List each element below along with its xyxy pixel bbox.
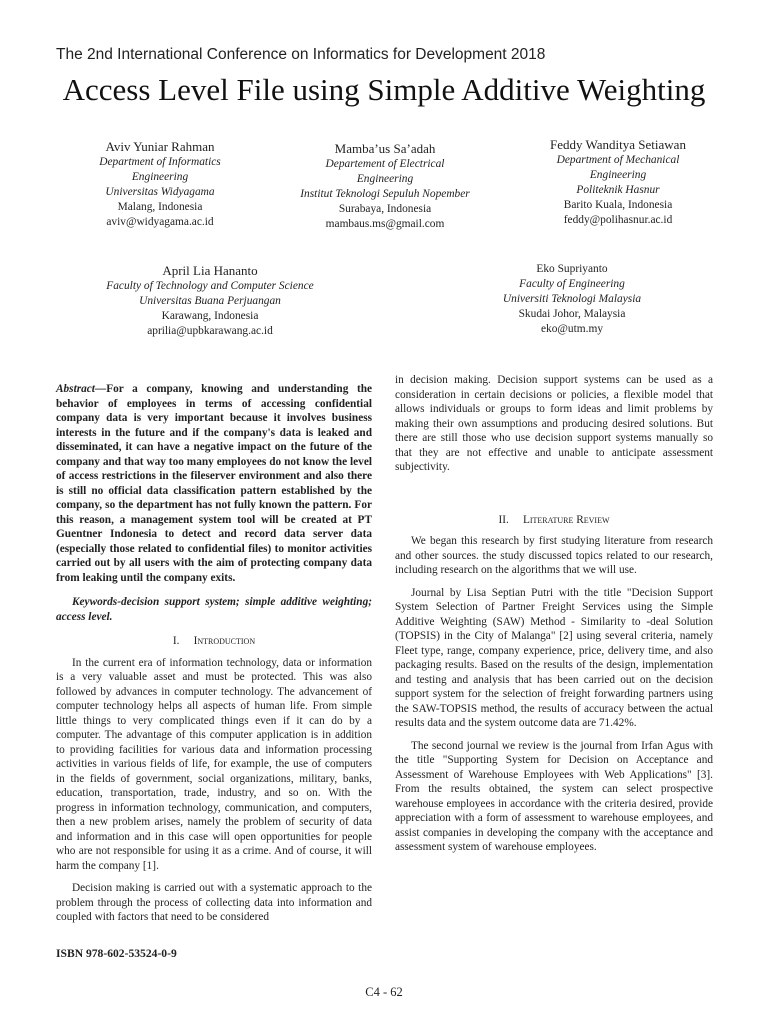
literature-paragraph-2: Journal by Lisa Septian Putri with the title "Decision Support System Selection of Partner Freight Services using the Simple Additive Weighting (SAW) Method - Similarity to -deal Solution (TOPSIS) in the City of Malanga" [2] using several criteria, namely Fleet type, range, company experience, price, delivery time, and also packaging results. Based on the results of the design, implementation and testing and analysis that has been carried out on the decision support system for the selection of freight forwarding partners using the SAW-TOPSIS method, the results of accuracy between the actual results data and the system outcome data are 71.42%. (395, 586, 713, 729)
author-institution: Institut Teknologi Sepuluh Nopember (300, 188, 470, 200)
isbn-footer: ISBN 978-602-53524-0-9 (56, 947, 177, 960)
author-email: aprilia@upbkarawang.ac.id (147, 325, 273, 337)
author-department: Faculty of Engineering (519, 278, 625, 290)
author-location: Malang, Indonesia (117, 201, 203, 213)
intro-paragraph-2: Decision making is carried out with a systematic approach to the problem through the process of collecting data into information and coupled with factors that need to be considered (56, 882, 372, 923)
abstract (56, 382, 372, 585)
right-paragraph-continued: in decision making. Decision support systems can be used as a consideration in certain decisions or policies, a flexible model that allows individuals or groups to form ideas and limit problems by making their own assumptions and producing desired solutions. But there are still those who use decision support systems manually so that they are not effective and unable to anticipate assessment subjectivity. (395, 374, 713, 473)
paper-title: Access Level File using Simple Additive Weighting (62, 72, 706, 107)
page-number: C4 - 62 (365, 985, 403, 999)
intro-paragraph-1: In the current era of information technology, data or information is a very valuable asset and must be protected. This was also followed by advances in computer technology. The advancement of computer technology helps all aspects of human life. From simple little things to very complicated things even if it can do by a computer. The advantage of this computer application is in addition to providing facilities for various data and information processing activities in various fields of life, for example, the use of computers in the fields of government, social organizations, military, banks, education, transportation, trade, industry, and so on. With the progress in information technology, communication, and computers, then a new problem arises, namely the problem of security of data and information and in this case will open opportunities for people who are not responsible for using it as a crime. And of course, it will harm the company [1]. (56, 656, 372, 872)
author-email: eko@utm.my (540, 323, 604, 335)
author-location: Barito Kuala, Indonesia (563, 199, 673, 211)
conference-header: The 2nd International Conference on Informatics for Development 2018 (56, 46, 546, 63)
author-department: Departement of Electrical Engineering (325, 158, 445, 185)
section-title: Literature Review (522, 513, 610, 526)
literature-paragraph-3: The second journal we review is the journal from Irfan Agus with the title "Supporting System for Decision on Acceptance and Assessment of Warehouse Employees with Web Applications" [3]. From the results obtained, the system can select prospective warehouse employees in accordance with the criteria desired, provide appreciation with a form of assessment to warehouse employees, and assist companies in developing the company with the acceptance and assessment system of warehouse employees. (395, 739, 713, 853)
author-block-3 (518, 136, 718, 228)
author-department: Department of Mechanical Engineering (556, 154, 680, 181)
author-name: Aviv Yuniar Rahman (105, 139, 215, 154)
author-location: Skudai Johor, Malaysia (518, 308, 626, 320)
author-department: Department of Informatics Engineering (99, 156, 221, 183)
section-heading-literature-review (395, 513, 713, 528)
left-column (56, 382, 372, 925)
section-number: II. (498, 513, 509, 526)
section-heading-introduction (56, 634, 372, 649)
author-block-5 (462, 262, 682, 337)
literature-paragraph-1: We began this research by first studying literature from research and other sources. the study discussed topics related to our research, including research on the algorithms that we will use. (395, 535, 713, 576)
author-name: Feddy Wanditya Setiawan (550, 137, 686, 152)
section-title: Introduction (193, 635, 256, 647)
abstract-text: For a company, knowing and understanding the behavior of employees in terms of accessing confidential company data is very important because it involves business interests in the future and if the company's data is leaked and disseminated, it can have a negative impact on the future of the company and that way too many employees do not know the level of access restrictions in the fileserver environment and also there is still no official data classification pattern established by the company, so the department has not fully known the pattern. For this reason, a management system tool will be created at PT Guentner Indonesia to detect and record data server data (especially those related to confidential files) to monitor activities carried out by all users with the aim of protecting company data from leaking until the company exits. (56, 383, 372, 584)
author-name: April Lia Hananto (162, 263, 258, 278)
keywords: Keywords-decision support system; simple additive weighting; access level. (56, 596, 372, 623)
author-name: Mamba’us Sa’adah (334, 141, 436, 156)
author-institution: Politeknik Hasnur (576, 184, 660, 196)
author-email: mambaus.ms@gmail.com (325, 218, 445, 230)
author-email: feddy@polihasnur.ac.id (563, 214, 673, 226)
author-block-1 (60, 138, 260, 230)
author-institution: Universiti Teknologi Malaysia (502, 293, 642, 305)
author-department: Faculty of Technology and Computer Science (106, 280, 314, 292)
author-location: Surabaya, Indonesia (338, 203, 432, 215)
author-name: Eko Supriyanto (536, 263, 608, 275)
author-location: Karawang, Indonesia (161, 310, 259, 322)
author-block-2 (280, 140, 490, 232)
author-institution: Universitas Buana Perjuangan (139, 295, 281, 307)
author-institution: Universitas Widyagama (105, 186, 215, 198)
section-number: I. (172, 635, 180, 647)
right-column (395, 373, 713, 855)
author-block-4 (80, 262, 340, 339)
author-email: aviv@widyagama.ac.id (106, 216, 214, 228)
abstract-lead: Abstract— (56, 383, 107, 395)
